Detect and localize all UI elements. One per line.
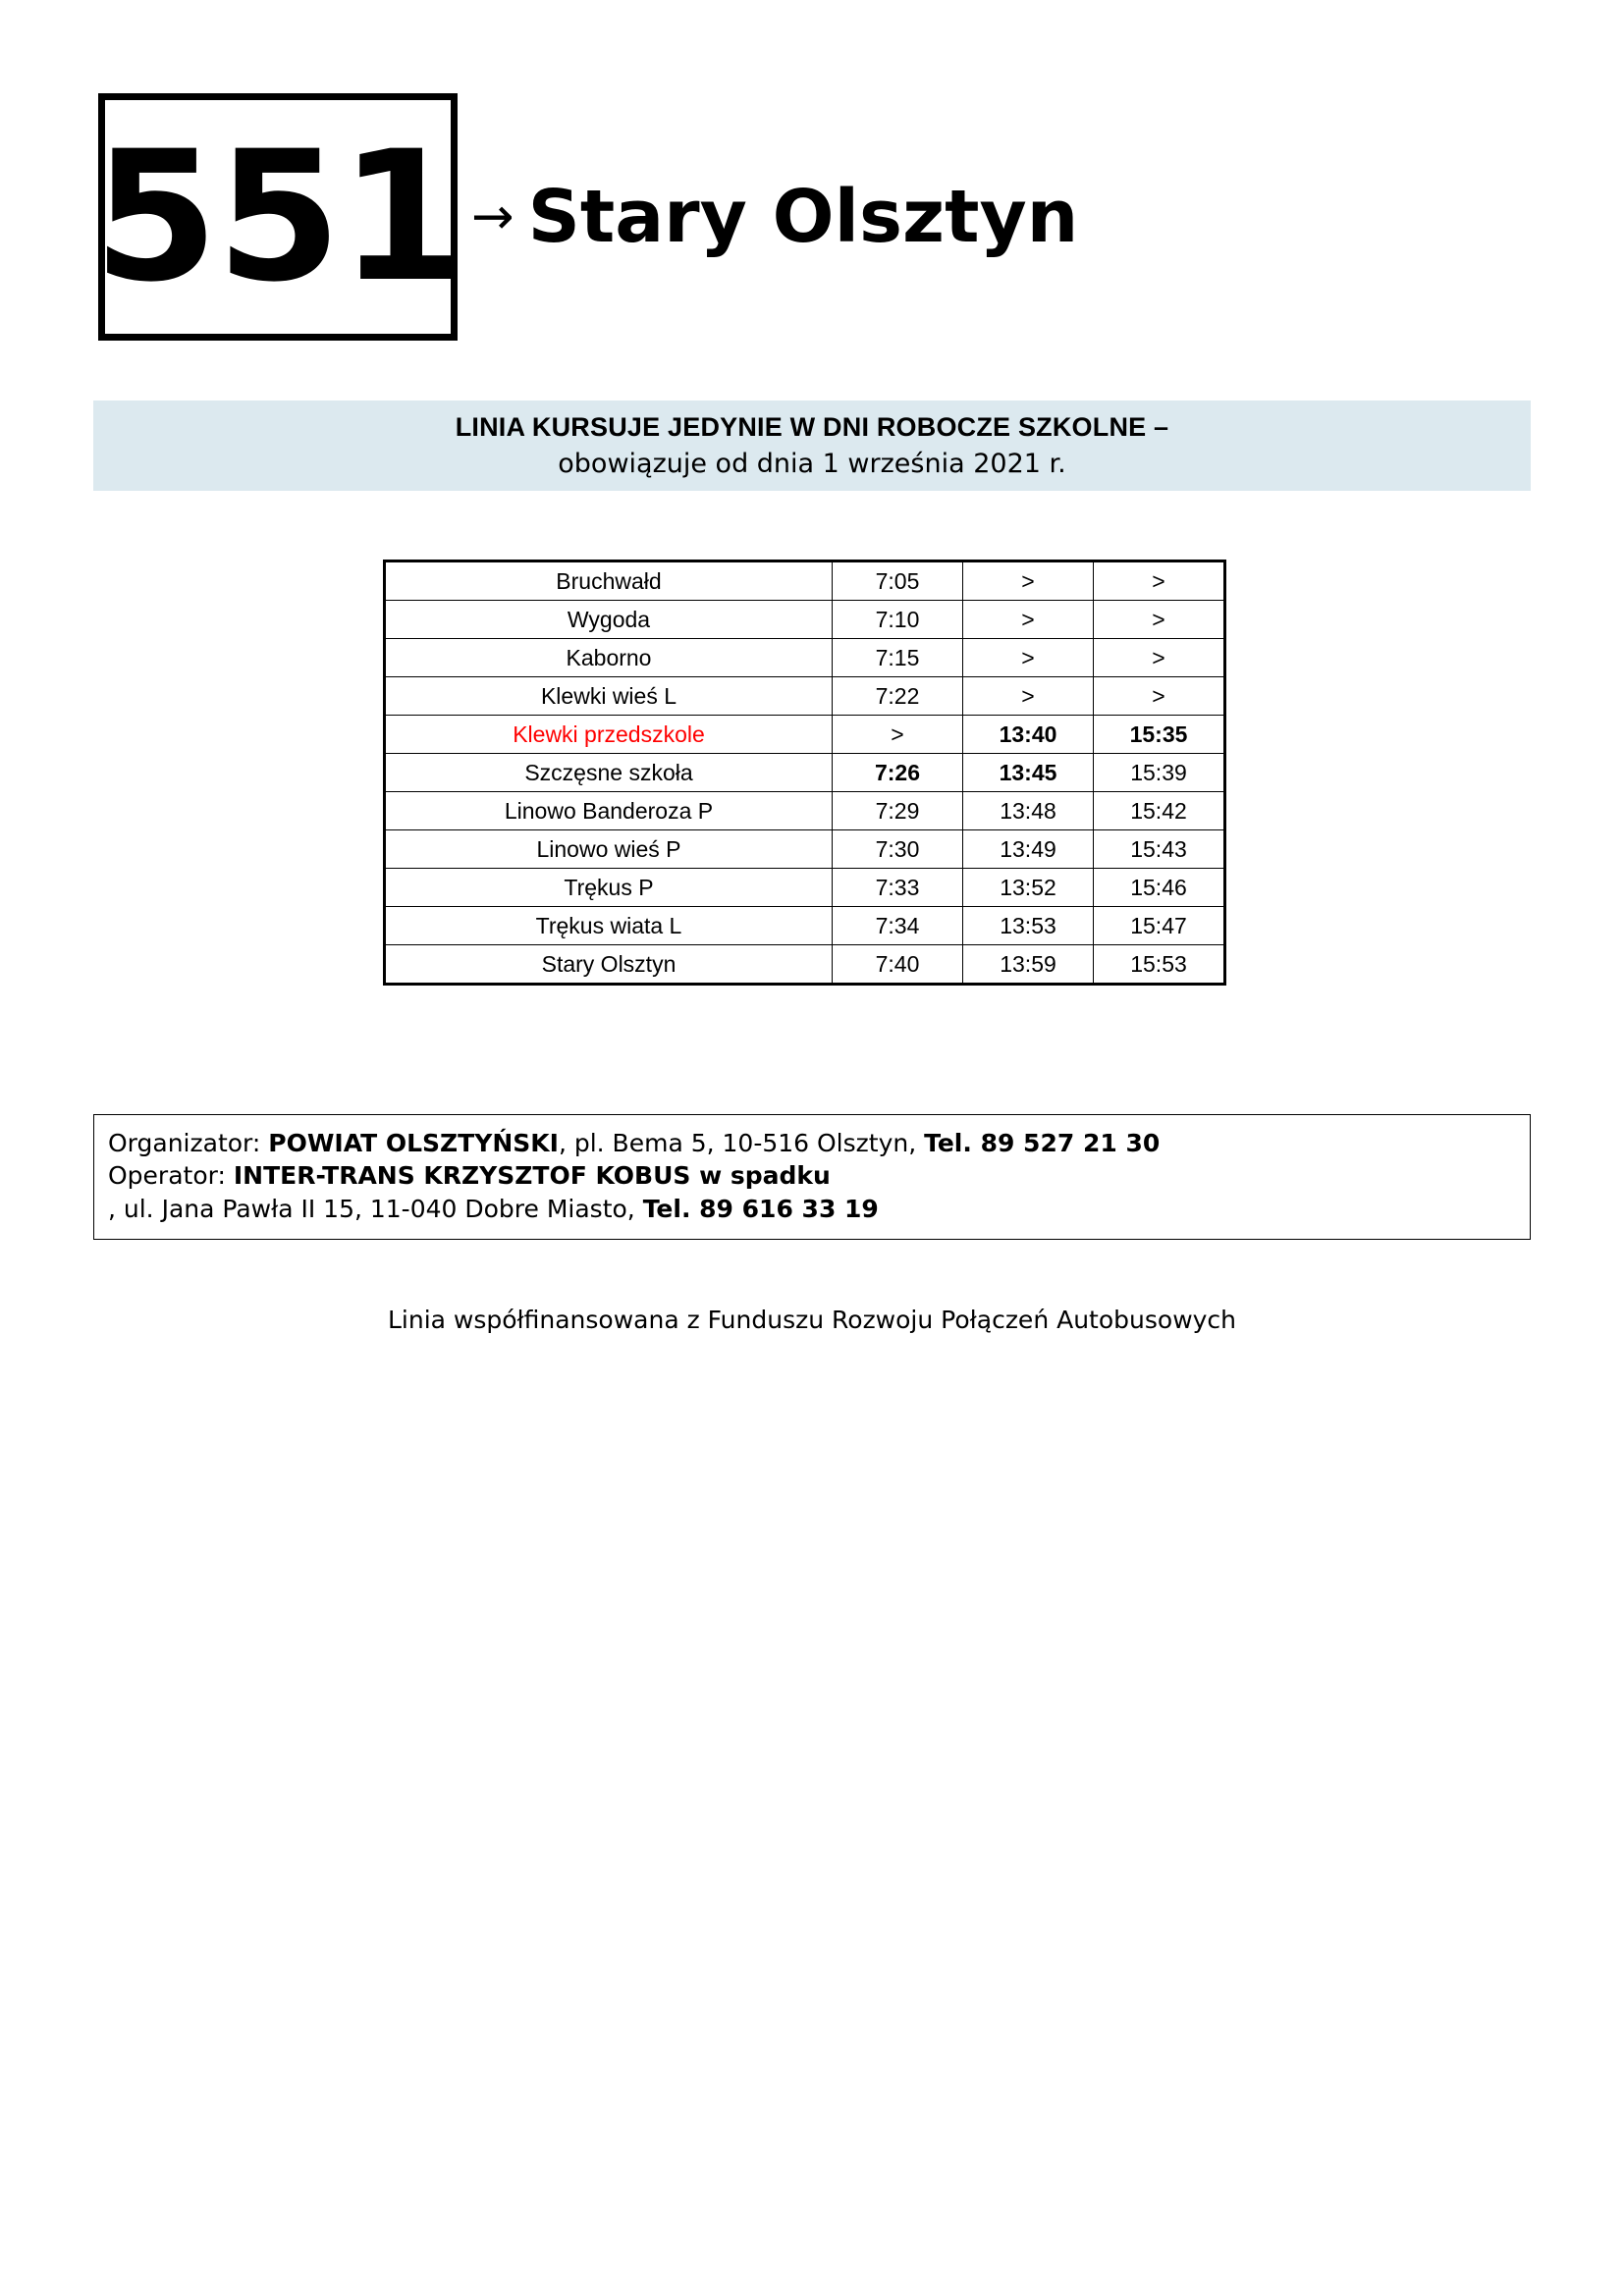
departure-time-cell: > xyxy=(963,677,1094,716)
table-row xyxy=(385,869,1225,907)
departure-time-cell: 15:53 xyxy=(1094,945,1225,985)
stop-name-cell: Bruchwałd xyxy=(385,561,833,601)
direction-title: Stary Olsztyn xyxy=(527,175,1079,259)
stop-name-cell: Trękus wiata L xyxy=(385,907,833,945)
departure-time-cell: 15:39 xyxy=(1094,754,1225,792)
notice-line-2: obowiązuje od dnia 1 września 2021 r. xyxy=(558,448,1066,479)
route-number-badge xyxy=(93,93,462,341)
departure-time-cell: 7:33 xyxy=(833,869,963,907)
stop-name-cell: Trękus P xyxy=(385,869,833,907)
stop-name-cell: Linowo wieś P xyxy=(385,830,833,869)
departure-time-cell: 13:52 xyxy=(963,869,1094,907)
operator-line xyxy=(108,1159,1516,1192)
departure-time-cell: 7:30 xyxy=(833,830,963,869)
operator-phone: Tel. 89 616 33 19 xyxy=(642,1194,879,1223)
departure-time-cell: 13:40 xyxy=(963,716,1094,754)
departure-time-cell: 15:42 xyxy=(1094,792,1225,830)
table-row xyxy=(385,830,1225,869)
departure-time-cell: 7:40 xyxy=(833,945,963,985)
notice-line-1: LINIA KURSUJE JEDYNIE W DNI ROBOCZE SZKOLNE – xyxy=(455,411,1169,442)
service-notice-banner xyxy=(93,400,1531,491)
timetable-container xyxy=(383,560,1226,986)
departure-time-cell: 7:34 xyxy=(833,907,963,945)
timetable xyxy=(383,560,1226,986)
contact-info-box xyxy=(93,1114,1531,1240)
stop-name-cell: Stary Olsztyn xyxy=(385,945,833,985)
organizer-address: , pl. Bema 5, 10-516 Olsztyn, xyxy=(558,1129,925,1157)
stop-name-cell: Linowo Banderoza P xyxy=(385,792,833,830)
operator-address-line xyxy=(108,1193,1516,1225)
departure-time-cell: 7:15 xyxy=(833,639,963,677)
departure-time-cell: 7:26 xyxy=(833,754,963,792)
table-row xyxy=(385,677,1225,716)
departure-time-cell: > xyxy=(963,639,1094,677)
stop-name-cell: Wygoda xyxy=(385,601,833,639)
operator-address: , ul. Jana Pawła II 15, 11-040 Dobre Miasto, xyxy=(108,1194,643,1223)
departure-time-cell: 7:29 xyxy=(833,792,963,830)
stop-name-cell: Klewki wieś L xyxy=(385,677,833,716)
table-row xyxy=(385,945,1225,985)
operator-label: Operator: xyxy=(108,1161,234,1191)
departure-time-cell: 13:53 xyxy=(963,907,1094,945)
direction-arrow-icon: → xyxy=(471,187,514,246)
departure-time-cell: 7:05 xyxy=(833,561,963,601)
departure-time-cell: > xyxy=(1094,677,1225,716)
table-row xyxy=(385,716,1225,754)
stop-name-cell: Klewki przedszkole xyxy=(385,716,833,754)
table-row xyxy=(385,792,1225,830)
departure-time-cell: > xyxy=(1094,601,1225,639)
departure-time-cell: > xyxy=(1094,639,1225,677)
departure-time-cell: > xyxy=(963,601,1094,639)
departure-time-cell: 13:48 xyxy=(963,792,1094,830)
table-row xyxy=(385,639,1225,677)
departure-time-cell: > xyxy=(833,716,963,754)
departure-time-cell: > xyxy=(1094,561,1225,601)
table-row xyxy=(385,561,1225,601)
organizer-line xyxy=(108,1127,1516,1159)
stop-name-cell: Kaborno xyxy=(385,639,833,677)
departure-time-cell: > xyxy=(963,561,1094,601)
table-row xyxy=(385,754,1225,792)
departure-time-cell: 7:10 xyxy=(833,601,963,639)
table-row xyxy=(385,601,1225,639)
operator-name: INTER-TRANS KRZYSZTOF KOBUS w spadku xyxy=(233,1161,831,1191)
departure-time-cell: 7:22 xyxy=(833,677,963,716)
departure-time-cell: 15:43 xyxy=(1094,830,1225,869)
organizer-name: POWIAT OLSZTYŃSKI xyxy=(268,1129,559,1157)
table-row xyxy=(385,907,1225,945)
organizer-label: Organizator: xyxy=(108,1129,269,1157)
departure-time-cell: 15:35 xyxy=(1094,716,1225,754)
poster-header xyxy=(93,93,1079,341)
stop-name-cell: Szczęsne szkoła xyxy=(385,754,833,792)
organizer-phone: Tel. 89 527 21 30 xyxy=(924,1129,1161,1157)
departure-time-cell: 13:49 xyxy=(963,830,1094,869)
departure-time-cell: 13:45 xyxy=(963,754,1094,792)
route-number: 551 xyxy=(93,112,462,322)
departure-time-cell: 15:46 xyxy=(1094,869,1225,907)
departure-time-cell: 15:47 xyxy=(1094,907,1225,945)
departure-time-cell: 13:59 xyxy=(963,945,1094,985)
funding-note: Linia współfinansowana z Funduszu Rozwoju Połączeń Autobusowych xyxy=(387,1306,1237,1334)
